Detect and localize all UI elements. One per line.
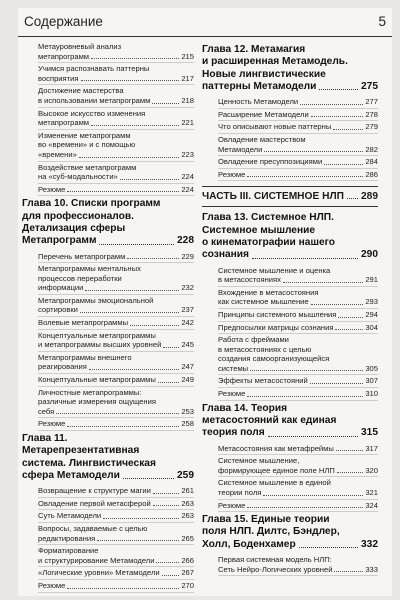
toc-entry-text: в метасостояниях bbox=[218, 275, 281, 285]
dot-leader bbox=[89, 369, 179, 370]
toc-entry-text: процессов переработки bbox=[38, 273, 122, 283]
toc-entry-text: сортировки bbox=[38, 305, 78, 315]
chapter-title-line: и расширенная Метамодель. bbox=[202, 56, 348, 68]
dot-leader bbox=[67, 588, 179, 589]
chapter-title-last-line bbox=[202, 427, 378, 439]
chapter-title-line: Детализация сферы bbox=[22, 222, 126, 234]
toc-entry-last-line bbox=[218, 275, 378, 285]
toc-entry-text: метапрограмм bbox=[38, 118, 90, 128]
toc-entry-text: Резюме bbox=[218, 169, 246, 179]
toc-entry-text: Ценность Метамодели bbox=[218, 97, 299, 107]
toc-page-number: 215 bbox=[181, 51, 194, 61]
dot-leader bbox=[311, 304, 364, 305]
toc-entry-last-line bbox=[218, 488, 378, 498]
toc-entry-text: и метапрограммы высших уровней bbox=[38, 340, 162, 350]
toc-chapter-heading bbox=[202, 44, 378, 93]
toc-page-number: 266 bbox=[181, 555, 194, 565]
toc-entry-text: «времени» bbox=[38, 149, 77, 159]
toc-entry-last-line bbox=[38, 375, 194, 385]
chapter-title-line: теория поля bbox=[202, 427, 265, 439]
toc-page-number: 237 bbox=[181, 305, 194, 315]
toc-entry bbox=[38, 375, 194, 387]
toc-entry bbox=[38, 64, 194, 85]
toc-entry-text: Волевые метапрограммы bbox=[38, 318, 129, 328]
toc-entry-last-line bbox=[38, 172, 194, 182]
toc-entry-last-line bbox=[218, 310, 378, 320]
dot-leader bbox=[337, 472, 363, 473]
dot-leader bbox=[247, 396, 363, 397]
toc-entry-text: Резюме bbox=[218, 500, 246, 510]
chapter-title-line: метасостояний как единая bbox=[202, 414, 337, 426]
toc-entry-text: Метамодели bbox=[218, 144, 263, 154]
toc-page-number: 217 bbox=[181, 73, 194, 83]
toc-entry-last-line bbox=[218, 389, 378, 399]
toc-entry-last-line bbox=[218, 157, 378, 167]
chapter-title-last-line bbox=[202, 539, 378, 551]
toc-entry bbox=[218, 501, 378, 513]
toc-entry-text: Принципы системного мышления bbox=[218, 309, 337, 319]
toc-entry-text: Первая системная модель НЛП: bbox=[218, 555, 332, 564]
toc-entry-last-line bbox=[38, 511, 194, 521]
chapter-title-line: Глава 10. Списки программ bbox=[22, 198, 161, 210]
chapter-title-line: система. Лингвистическая bbox=[22, 457, 156, 469]
toc-entry bbox=[38, 419, 194, 431]
toc-entry bbox=[38, 163, 194, 184]
toc-entry-last-line bbox=[38, 305, 194, 315]
toc-entry-last-line bbox=[218, 565, 378, 575]
toc-chapter-heading bbox=[22, 198, 194, 247]
toc-entry bbox=[38, 86, 194, 107]
dot-leader bbox=[311, 116, 364, 117]
toc-entry-text: Системное мышление, bbox=[218, 456, 300, 466]
toc-entry-text: Метапрограммы ментальных bbox=[38, 264, 141, 274]
toc-page-number: 286 bbox=[365, 169, 378, 179]
toc-page-number: 320 bbox=[365, 465, 378, 475]
toc-entry bbox=[218, 110, 378, 122]
toc-page-number: 294 bbox=[365, 309, 378, 319]
dot-leader bbox=[247, 176, 363, 177]
toc-entry-text: Овладение мастерством bbox=[218, 134, 306, 144]
toc-page-number: 258 bbox=[181, 419, 194, 429]
toc-page-number: 293 bbox=[365, 297, 378, 307]
chapter-title-line: Холл, Боденхамер bbox=[202, 538, 296, 550]
chapter-page-number: 259 bbox=[177, 469, 194, 481]
toc-entry-last-line bbox=[218, 501, 378, 511]
chapter-title-last-line bbox=[202, 249, 378, 261]
toc-entry-text: Что описывают новые паттерны bbox=[218, 122, 332, 132]
dot-leader bbox=[67, 426, 179, 427]
toc-entry-text: Предпосылки матрицы сознания bbox=[218, 322, 334, 332]
toc-entry-text: Вопросы, задаваемые с целью bbox=[38, 523, 148, 533]
toc-entry-last-line bbox=[38, 556, 194, 566]
dot-leader bbox=[158, 382, 180, 383]
toc-entry bbox=[38, 42, 194, 63]
toc-page-number: 249 bbox=[181, 375, 194, 385]
toc-entry bbox=[38, 264, 194, 295]
toc-entry-text: Достижение мастерства bbox=[38, 86, 124, 96]
dot-leader bbox=[162, 575, 180, 576]
toc-entry bbox=[38, 252, 194, 264]
toc-entry-last-line bbox=[38, 185, 194, 195]
chapter-page-number: 275 bbox=[361, 80, 378, 92]
toc-entry-last-line bbox=[218, 323, 378, 333]
dot-leader bbox=[103, 518, 179, 519]
dot-leader bbox=[85, 290, 179, 291]
toc-entry-last-line bbox=[38, 340, 194, 350]
toc-entry-last-line bbox=[38, 118, 194, 128]
dot-leader bbox=[268, 436, 358, 437]
toc-entry-text: формирующее единое поле НЛП bbox=[218, 465, 335, 475]
toc-entry-last-line bbox=[38, 581, 194, 591]
book-page bbox=[18, 8, 392, 596]
toc-entry-last-line bbox=[38, 150, 194, 160]
toc-page-number: 245 bbox=[181, 340, 194, 350]
chapter-title-line: паттерны Метамодели bbox=[202, 80, 317, 92]
toc-entry bbox=[218, 389, 378, 401]
toc-page-number: 267 bbox=[181, 568, 194, 578]
toc-right-column bbox=[202, 42, 378, 577]
toc-entry bbox=[218, 376, 378, 388]
toc-entry bbox=[38, 486, 194, 498]
toc-entry-text: создания самоорганизующейся bbox=[218, 354, 330, 364]
toc-entry-last-line bbox=[38, 407, 194, 417]
toc-page-number: 291 bbox=[365, 275, 378, 285]
chapter-title-line: Метапрограмм bbox=[22, 235, 97, 247]
toc-entry-text: Изменение метапрограмм bbox=[38, 130, 131, 140]
toc-entry-text: Системное мышление в единой bbox=[218, 478, 331, 488]
toc-page-number: 224 bbox=[181, 184, 194, 194]
toc-entry-last-line bbox=[38, 74, 194, 84]
toc-part-heading bbox=[202, 191, 378, 202]
chapter-title-line: Глава 14. Теория bbox=[202, 402, 288, 414]
toc-page-number: 265 bbox=[181, 533, 194, 543]
toc-entry-last-line bbox=[218, 364, 378, 374]
toc-entry-text: Резюме bbox=[38, 419, 66, 429]
toc-entry bbox=[218, 97, 378, 109]
dot-leader bbox=[299, 547, 358, 548]
toc-entry-last-line bbox=[38, 534, 194, 544]
toc-entry-last-line bbox=[218, 297, 378, 307]
toc-page-number: 224 bbox=[181, 172, 194, 182]
dot-leader bbox=[334, 571, 363, 572]
toc-page-number: 307 bbox=[365, 376, 378, 386]
page-header bbox=[18, 8, 392, 37]
toc-entry-last-line bbox=[38, 419, 194, 429]
toc-entry bbox=[38, 131, 194, 162]
toc-entry bbox=[38, 511, 194, 523]
dot-leader bbox=[97, 540, 179, 541]
toc-entry-last-line bbox=[218, 97, 378, 107]
toc-entry bbox=[218, 555, 378, 576]
toc-page-number: 263 bbox=[181, 511, 194, 521]
chapter-title-line: Новые лингвистические bbox=[202, 68, 326, 80]
toc-entry-last-line bbox=[218, 170, 378, 180]
chapter-title-last-line bbox=[22, 470, 194, 482]
toc-entry bbox=[218, 335, 378, 375]
divider bbox=[202, 182, 378, 187]
toc-entry-text: реагирования bbox=[38, 362, 87, 372]
toc-entry-text: теории поля bbox=[218, 487, 262, 497]
toc-entry-last-line bbox=[38, 486, 194, 496]
toc-page-number: 270 bbox=[181, 580, 194, 590]
toc-page-number: 263 bbox=[181, 498, 194, 508]
toc-entry bbox=[218, 444, 378, 456]
toc-entry-text: «Логические уровни» Метамодели bbox=[38, 568, 160, 578]
chapter-page-number: 228 bbox=[177, 235, 194, 247]
toc-page-number: 229 bbox=[181, 251, 194, 261]
toc-chapter-heading bbox=[22, 433, 194, 482]
dot-leader bbox=[319, 89, 358, 90]
toc-page-number: 232 bbox=[181, 283, 194, 293]
toc-entry bbox=[218, 157, 378, 169]
dot-leader bbox=[79, 157, 180, 158]
toc-entry-text: Концептуальные метапрограммы bbox=[38, 330, 156, 340]
toc-entry-last-line bbox=[38, 252, 194, 262]
dot-leader bbox=[81, 80, 180, 81]
toc-entry-text: Метасостояния как метафреймы bbox=[218, 443, 334, 453]
chapter-page-number: 332 bbox=[361, 538, 378, 550]
toc-entry-last-line bbox=[38, 52, 194, 62]
toc-page-number: 221 bbox=[181, 118, 194, 128]
toc-entry-text: Возвращение к структуре магии bbox=[38, 486, 151, 496]
toc-entry-text: Учимся распознавать паттерны bbox=[38, 64, 150, 74]
toc-entry-text: Воздействие метапрограмм bbox=[38, 162, 137, 172]
toc-entry-text: Личностные метапрограммы: bbox=[38, 387, 142, 397]
toc-entry-last-line bbox=[38, 318, 194, 328]
toc-chapter-heading bbox=[202, 403, 378, 440]
toc-entry bbox=[38, 581, 194, 593]
toc-entry-text: как системное мышление bbox=[218, 297, 309, 307]
toc-entry bbox=[38, 546, 194, 567]
toc-entry-text: на «суб-модальности» bbox=[38, 172, 118, 182]
toc-chapter-heading bbox=[202, 212, 378, 261]
dot-leader bbox=[336, 450, 363, 451]
toc-entry bbox=[38, 353, 194, 374]
dot-leader bbox=[310, 383, 364, 384]
part-title: ЧАСТЬ III. СИСТЕМНОЕ НЛП bbox=[202, 191, 344, 203]
toc-entry-text: редактирования bbox=[38, 533, 96, 543]
toc-entry-text: Резюме bbox=[218, 389, 246, 399]
dot-leader bbox=[123, 478, 174, 479]
toc-page-number: 333 bbox=[365, 564, 378, 574]
dot-leader bbox=[56, 413, 179, 414]
toc-entry-text: Резюме bbox=[38, 580, 66, 590]
dot-leader bbox=[152, 103, 179, 104]
toc-entry bbox=[38, 331, 194, 352]
toc-entry bbox=[38, 524, 194, 545]
dot-leader bbox=[99, 244, 174, 245]
toc-entry-text: Овладение первой метасферой bbox=[38, 498, 151, 508]
toc-entry-text: Концептуальные метапрограммы bbox=[38, 375, 156, 385]
toc-entry-text: метапрограмм bbox=[38, 51, 90, 61]
toc-entry-text: Суть Метамодели bbox=[38, 511, 102, 521]
toc-entry bbox=[218, 122, 378, 134]
toc-page-number: 304 bbox=[365, 322, 378, 332]
toc-entry-last-line bbox=[218, 444, 378, 454]
toc-entry-text: Форматирование bbox=[38, 546, 99, 556]
chapter-title-line: Глава 13. Системное НЛП. bbox=[202, 212, 334, 224]
toc-page-number: 242 bbox=[181, 318, 194, 328]
toc-entry bbox=[38, 499, 194, 511]
toc-page-number: 277 bbox=[365, 97, 378, 107]
toc-entry bbox=[38, 318, 194, 330]
chapter-title-line: Глава 15. Единые теории bbox=[202, 514, 330, 526]
toc-entry-last-line bbox=[218, 110, 378, 120]
toc-entry-text: Метапрограммы внешнего bbox=[38, 352, 132, 362]
toc-entry-text: Резюме bbox=[38, 184, 66, 194]
toc-entry bbox=[38, 296, 194, 317]
chapter-title-line: о кинематографии нашего bbox=[202, 236, 335, 248]
dot-leader bbox=[283, 282, 363, 283]
toc-entry-text: Вхождение в метасостояния bbox=[218, 287, 319, 297]
toc-chapter-heading bbox=[202, 514, 378, 551]
toc-entry-last-line bbox=[218, 145, 378, 155]
chapter-title-line: поля НЛП. Дилтс, Бэндлер, bbox=[202, 526, 340, 538]
divider bbox=[202, 206, 378, 207]
toc-entry-text: и структурирование Метамодели bbox=[38, 555, 155, 565]
dot-leader bbox=[91, 58, 179, 59]
dot-leader bbox=[335, 329, 363, 330]
toc-page-number: 321 bbox=[365, 487, 378, 497]
toc-entry-text: Метапрограммы эмоциональной bbox=[38, 295, 154, 305]
chapter-title-last-line bbox=[202, 81, 378, 93]
dot-leader bbox=[264, 151, 363, 152]
dot-leader bbox=[252, 258, 358, 259]
toc-entry-text: различные измерения ощущения bbox=[38, 397, 156, 407]
toc-entry-last-line bbox=[38, 96, 194, 106]
toc-entry bbox=[218, 170, 378, 182]
dot-leader bbox=[91, 125, 179, 126]
dot-leader bbox=[127, 258, 179, 259]
dot-leader bbox=[347, 198, 358, 199]
toc-entry bbox=[38, 109, 194, 130]
toc-entry-text: в метасостояниях с целью bbox=[218, 344, 312, 354]
toc-entry-text: системы bbox=[218, 363, 249, 373]
toc-entry-text: себя bbox=[38, 406, 55, 416]
chapter-title-line: Метарепрезентативная bbox=[22, 445, 140, 457]
toc-entry-text: Сеть Нейро-Логических уровней bbox=[218, 564, 333, 574]
toc-entry-text: восприятия bbox=[38, 73, 79, 83]
toc-page-number: 223 bbox=[181, 149, 194, 159]
dot-leader bbox=[67, 191, 179, 192]
toc-entry-text: Высокое искусство изменения bbox=[38, 108, 146, 118]
toc-page-number: 218 bbox=[181, 95, 194, 105]
chapter-title-line: сознания bbox=[202, 249, 249, 261]
chapter-page-number: 290 bbox=[361, 249, 378, 261]
dot-leader bbox=[163, 347, 179, 348]
toc-entry-text: Овладение пресуппозициями bbox=[218, 157, 323, 167]
dot-leader bbox=[338, 317, 363, 318]
toc-entry bbox=[38, 388, 194, 419]
page-title: Содержание bbox=[24, 14, 103, 29]
dot-leader bbox=[120, 179, 180, 180]
toc-entry bbox=[218, 478, 378, 499]
toc-page-number: 261 bbox=[181, 486, 194, 496]
toc-entry-last-line bbox=[38, 362, 194, 372]
chapter-title-line: сфера Метамодели bbox=[22, 469, 120, 481]
toc-entry bbox=[38, 185, 194, 197]
toc-entry-text: Работа с фреймами bbox=[218, 335, 289, 345]
toc-page-number: 247 bbox=[181, 362, 194, 372]
toc-entry-text: в использовании метапрограмм bbox=[38, 95, 151, 105]
toc-entry-text: Перечень метапрограмм bbox=[38, 251, 126, 261]
toc-entry bbox=[38, 568, 194, 580]
toc-page-number: 324 bbox=[365, 500, 378, 510]
chapter-title-last-line bbox=[22, 235, 194, 247]
page-number: 5 bbox=[378, 14, 386, 29]
toc-entry-text: информации bbox=[38, 283, 84, 293]
toc-entry-last-line bbox=[218, 466, 378, 476]
part-page-number: 289 bbox=[361, 191, 378, 203]
toc-page-number: 278 bbox=[365, 109, 378, 119]
dot-leader bbox=[263, 495, 363, 496]
toc-page-number: 284 bbox=[365, 157, 378, 167]
dot-leader bbox=[153, 493, 179, 494]
toc-page-number: 305 bbox=[365, 363, 378, 373]
toc-entry-last-line bbox=[38, 568, 194, 578]
chapter-title-line: Глава 12. Метамагия bbox=[202, 44, 306, 55]
toc-entry bbox=[218, 135, 378, 156]
toc-entry bbox=[218, 323, 378, 335]
toc-page-number: 310 bbox=[365, 389, 378, 399]
toc-page-number: 317 bbox=[365, 443, 378, 453]
dot-leader bbox=[324, 164, 363, 165]
chapter-title-line: Глава 11. bbox=[22, 433, 68, 444]
toc-entry-text: Системное мышление и оценка bbox=[218, 265, 331, 275]
dot-leader bbox=[80, 312, 179, 313]
chapter-page-number: 315 bbox=[361, 427, 378, 439]
toc-entry bbox=[218, 310, 378, 322]
toc-entry-last-line bbox=[38, 283, 194, 293]
dot-leader bbox=[250, 370, 363, 371]
toc-entry-text: во «времени» и с помощью bbox=[38, 140, 136, 150]
toc-entry-text: Расширение Метамодели bbox=[218, 109, 309, 119]
toc-entry-text: Метауровневый анализ bbox=[38, 42, 122, 51]
chapter-title-line: Системное мышление bbox=[202, 224, 316, 236]
toc-entry bbox=[218, 266, 378, 287]
toc-entry-last-line bbox=[218, 376, 378, 386]
dot-leader bbox=[153, 505, 180, 506]
dot-leader bbox=[300, 104, 363, 105]
toc-page-number: 282 bbox=[365, 144, 378, 154]
toc-left-column bbox=[22, 42, 194, 594]
toc-entry-last-line bbox=[218, 122, 378, 132]
dot-leader bbox=[333, 129, 363, 130]
toc-entry-text: Эффекты метасостояний bbox=[218, 376, 308, 386]
chapter-title-line: для профессионалов. bbox=[22, 210, 134, 222]
dot-leader bbox=[156, 562, 179, 563]
toc-entry bbox=[218, 456, 378, 477]
toc-entry bbox=[218, 288, 378, 309]
toc-page-number: 253 bbox=[181, 406, 194, 416]
toc-entry-last-line bbox=[38, 499, 194, 509]
dot-leader bbox=[130, 325, 179, 326]
dot-leader bbox=[247, 507, 363, 508]
toc-page-number: 279 bbox=[365, 122, 378, 132]
